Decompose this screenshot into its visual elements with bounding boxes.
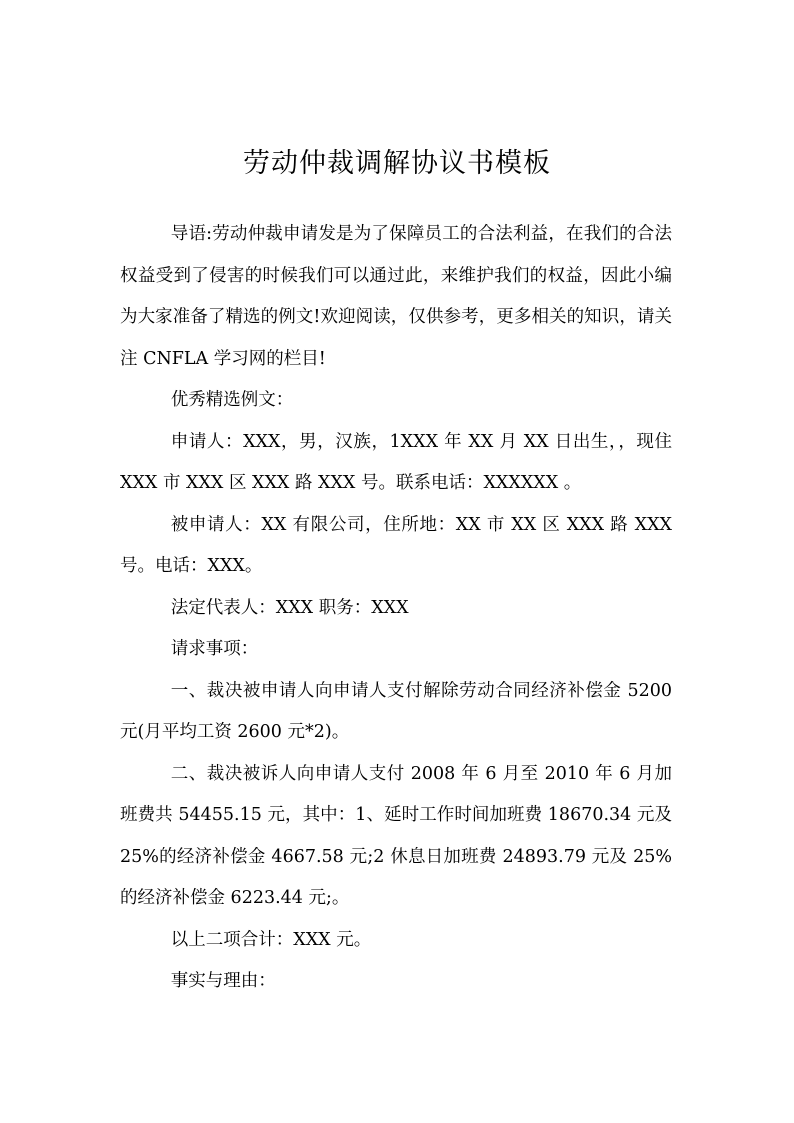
intro-paragraph: 导语:劳动仲裁申请发是为了保障员工的合法利益，在我们的合法权益受到了侵害的时候我们可以通过此，来维护我们的权益，因此小编为大家准备了精选的例文!欢迎阅读，仅供参考，更多相关的知识，请关注 CNFLA 学习网的栏目!: [120, 224, 672, 369]
total-paragraph: 以上二项合计：XXX 元。: [170, 929, 372, 950]
applicant-paragraph: 申请人：XXX，男，汉族，1XXX 年 XX 月 XX 日出生，，现住 XXX 市 XXX 区 XXX 路 XXX 号。联系电话：XXXXXX 。: [120, 431, 672, 493]
document-title: 劳动仲裁调解协议书模板: [243, 148, 551, 179]
legal-representative-paragraph: 法定代表人：XXX 职务：XXX: [170, 597, 409, 618]
document-body: [120, 214, 672, 1003]
requests-heading: 请求事项：: [170, 639, 259, 659]
request-item-2: 二、裁决被诉人向申请人支付 2008 年 6 月至 2010 年 6 月加班费共 54455.15 元，其中：1、延时工作时间加班费 18670.34 元及 25%的经济补偿金 4667.58 元;2 休息日加班费 24893.79 元及 25%的经济补偿金 6223.44 元;。: [120, 763, 672, 908]
request-item-1: 一、裁决被申请人向申请人支付解除劳动合同经济补偿金 5200 元(月平均工资 2600 元*2)。: [120, 680, 672, 742]
respondent-paragraph: 被申请人：XX 有限公司，住所地：XX 市 XX 区 XXX 路 XXX 号。电话：XXX。: [120, 514, 672, 576]
facts-heading: 事实与理由：: [170, 971, 276, 991]
sample-heading: 优秀精选例文：: [170, 390, 294, 410]
